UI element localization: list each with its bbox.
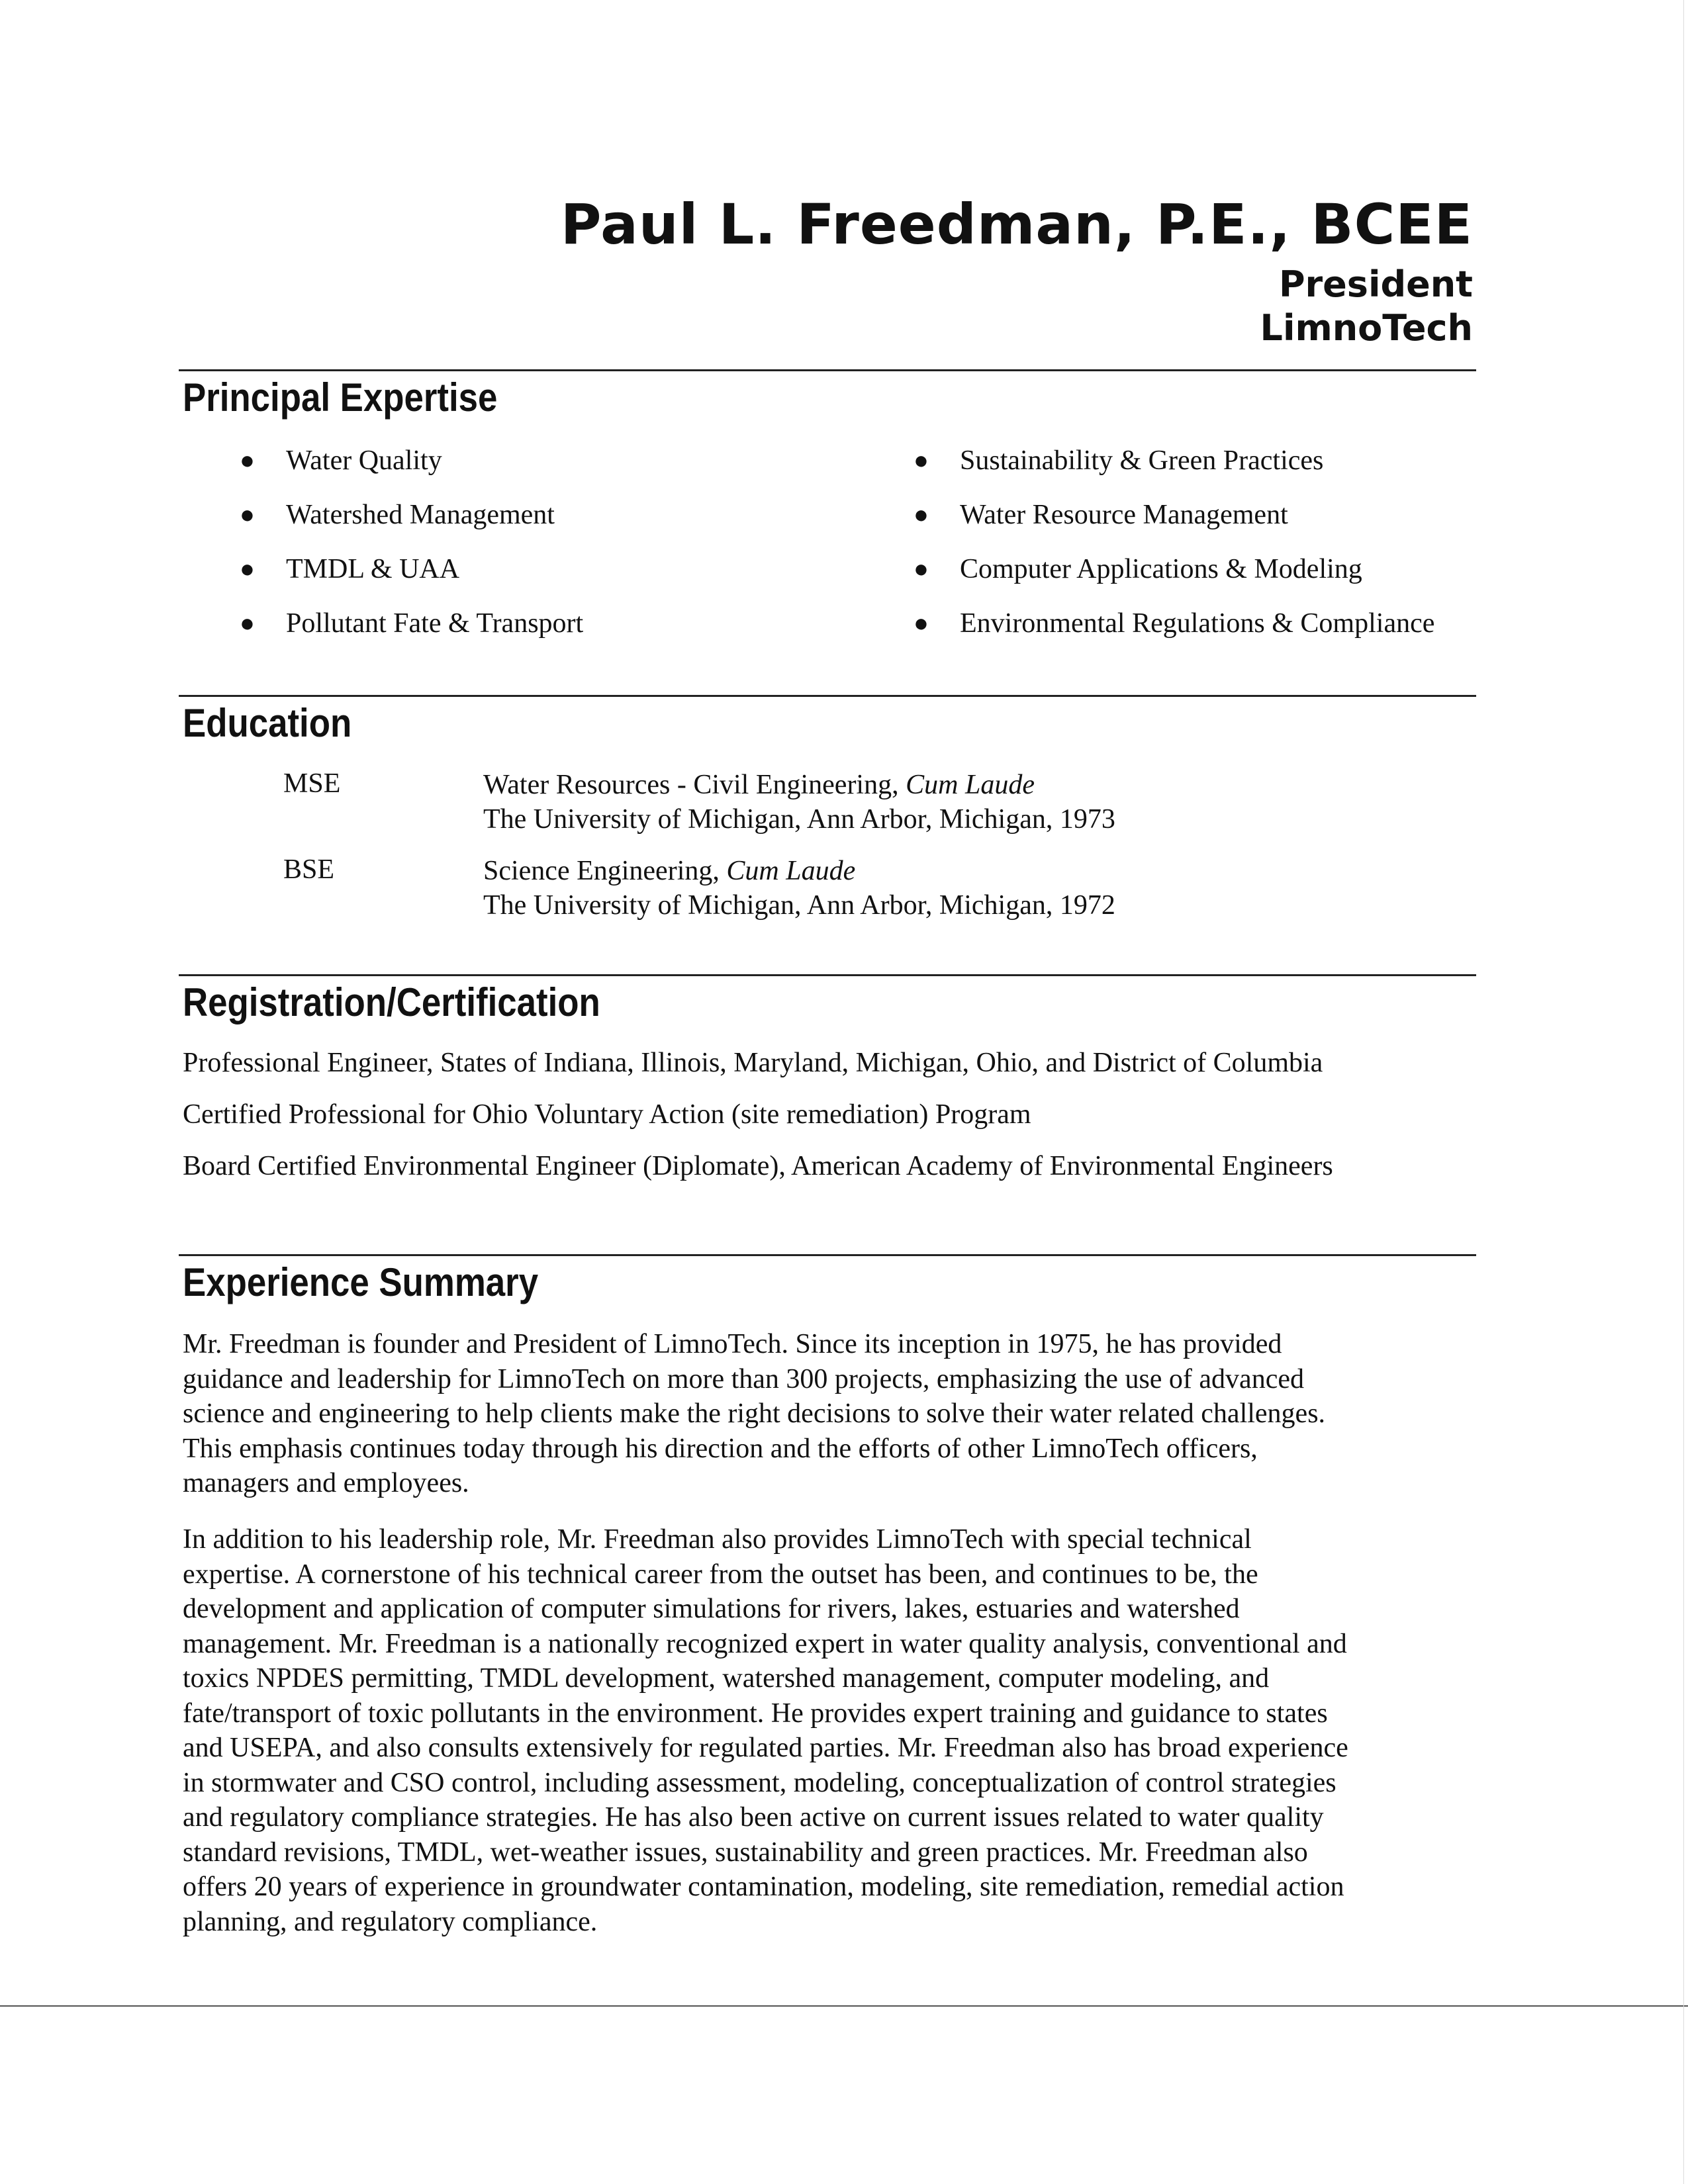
section-divider [179, 974, 1476, 976]
degree: MSE [283, 768, 341, 799]
experience-paragraph: Mr. Freedman is founder and President of LimnoTech. Since its inception in 1975, he has provided guidance and leadership for LimnoTech on more than 300 projects, emphasizing the use of advanced science and engineering to help clients make the right decisions to solve their water related challenges. This emphasis continues today through his direction and the efforts of other LimnoTech officers, managers and employees. [183, 1329, 1326, 1498]
degree-school: The University of Michigan, Ann Arbor, Michigan, 1973 [483, 804, 1115, 835]
bullet-icon: ● [240, 447, 255, 475]
expertise-heading: Principal Expertise [183, 375, 498, 420]
certification-item: Board Certified Environmental Engineer (Diplomate), American Academy of Environmental Engineers [183, 1151, 1333, 1181]
section-divider [179, 369, 1476, 371]
list-item: ● TMDL & UAA [240, 542, 583, 596]
bullet-icon: ● [914, 447, 929, 475]
degree-field: Water Resources - Civil Engineering, [483, 770, 906, 800]
list-item: ● Environmental Regulations & Compliance [914, 596, 1434, 651]
certification-item: Professional Engineer, States of Indiana, Illinois, Maryland, Michigan, Ohio, and District of Columbia [183, 1048, 1323, 1078]
expertise-list-left [240, 433, 583, 651]
bullet-icon: ● [240, 610, 255, 637]
section-divider [179, 695, 1476, 697]
bullet-icon: ● [914, 501, 929, 529]
degree-school: The University of Michigan, Ann Arbor, Michigan, 1972 [483, 890, 1115, 921]
experience-heading: Experience Summary [183, 1260, 539, 1304]
bullet-icon: ● [914, 555, 929, 583]
page-footer-divider [0, 2005, 1688, 2007]
section-divider [179, 1254, 1476, 1256]
certification-item: Certified Professional for Ohio Voluntary Action (site remediation) Program [183, 1099, 1031, 1130]
degree-field: Science Engineering, [483, 856, 727, 886]
degree-detail [483, 768, 1115, 837]
company-name: LimnoTech [1260, 307, 1473, 349]
education-heading: Education [183, 701, 352, 745]
scan-edge [1683, 0, 1684, 2184]
list-item: ● Watershed Management [240, 488, 583, 542]
bullet-icon: ● [240, 501, 255, 529]
degree-honor: Cum Laude [906, 770, 1035, 800]
list-item: ● Computer Applications & Modeling [914, 542, 1434, 596]
degree-honor: Cum Laude [726, 856, 856, 886]
list-item: ● Water Resource Management [914, 488, 1434, 542]
bullet-icon: ● [914, 610, 929, 637]
bullet-icon: ● [240, 555, 255, 583]
person-title: President [1278, 263, 1473, 305]
list-item: ● Pollutant Fate & Transport [240, 596, 583, 651]
degree-detail [483, 854, 1115, 923]
registration-heading: Registration/Certification [183, 980, 600, 1024]
list-item: ● Water Quality [240, 433, 583, 488]
experience-paragraph: In addition to his leadership role, Mr. Freedman also provides LimnoTech with special technical expertise. A cornerstone of his technical career from the outset has been, and continues to be, the development and application of computer simulations for rivers, lakes, estuaries and watershed management. Mr. Freedman is a nationally recognized expert in water quality analysis, conventional and toxics NPDES permitting, TMDL development, watershed management, computer modeling, and fate/transport of toxic pollutants in the environment. He provides expert training and guidance to states and USEPA, and also consults extensively for regulated parties. Mr. Freedman also has broad experience in stormwater and CSO control, including assessment, modeling, conceptualization of control strategies and regulatory compliance strategies. He has also been active on current issues related to water quality standard revisions, TMDL, wet-weather issues, sustainability and green practices. Mr. Freedman also offers 20 years of experience in groundwater contamination, modeling, site remediation, remedial action planning, and regulatory compliance. [183, 1524, 1348, 1937]
list-item: ● Sustainability & Green Practices [914, 433, 1434, 488]
expertise-list-right [914, 433, 1434, 651]
degree: BSE [283, 854, 335, 885]
person-name: Paul L. Freedman, P.E., BCEE [560, 192, 1473, 257]
